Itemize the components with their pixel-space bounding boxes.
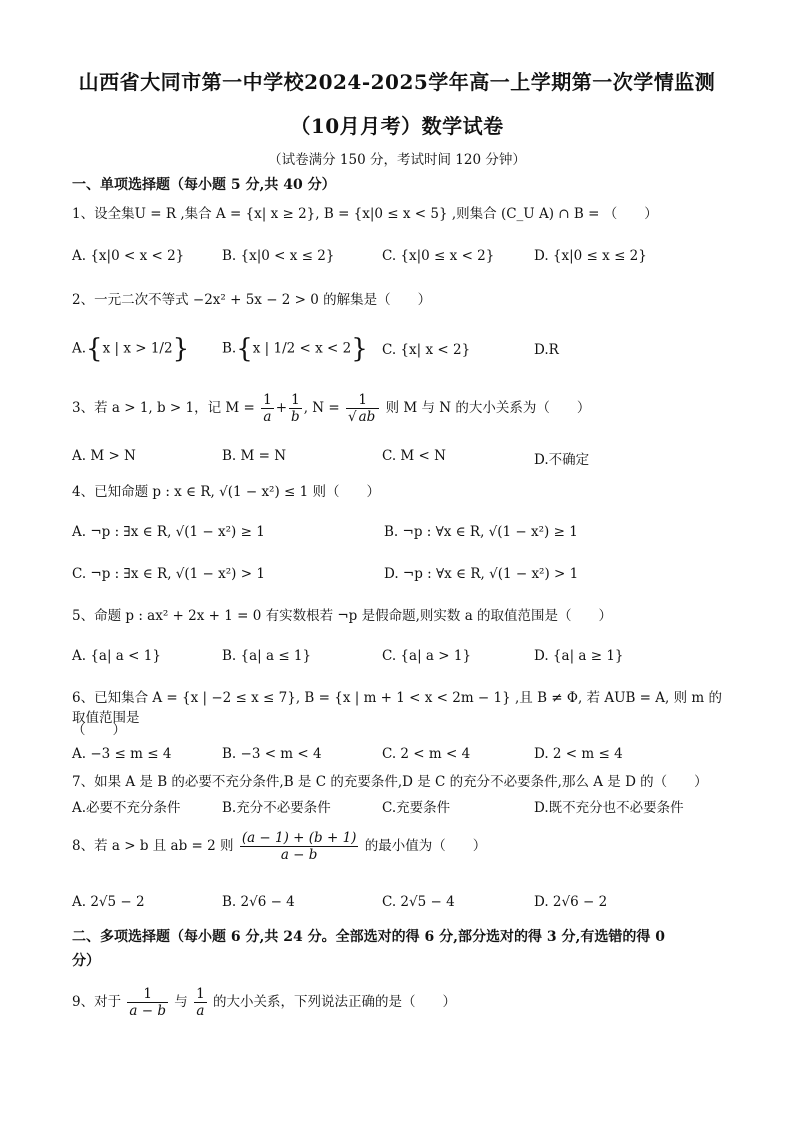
q3-option-a: A. M > N <box>72 448 136 464</box>
section2-heading: 二、多项选择题（每小题 6 分,共 24 分。全部选对的得 6 分,部分选对的得 3 分,有选错的得 0 <box>72 929 665 945</box>
q7-option-b: B.充分不必要条件 <box>222 800 331 816</box>
q9-frac-1 <box>127 986 168 1019</box>
q4-option-c: C. ¬p : ∃x ∈ R, √(1 − x²) > 1 <box>72 566 265 582</box>
question-8-stem <box>72 830 732 863</box>
q5-option-c: C. {a| a > 1} <box>382 648 472 664</box>
q1-option-c: C. {x|0 ≤ x < 2} <box>382 248 495 264</box>
q8-option-c: C. 2√5 − 4 <box>382 894 455 910</box>
question-9-stem <box>72 986 732 1019</box>
question-1-options <box>72 248 732 270</box>
q3-frac-1b: $\frac{1}{b}$ <box>291 392 300 425</box>
question-2-options <box>72 334 732 368</box>
q5-option-a: A. {a| a < 1} <box>72 648 161 664</box>
q6-option-d: D. 2 < m ≤ 4 <box>534 746 623 762</box>
question-3-stem: 3、若 a > 1, b > 1，记 M = $\frac{1}{a}$ + $\frac{1}{b}$ , N = $\frac{1}{√ ab}$ 则 M 与 N 的大小关系为（ ） <box>72 392 591 425</box>
q4-option-a: A. ¬p : ∃x ∈ R, √(1 − x²) ≥ 1 <box>72 524 265 540</box>
q2-option-b-set: x | 1/2 < x < 2 <box>252 340 352 357</box>
q8-frac-den: a − b <box>280 847 318 863</box>
q8-frac <box>240 830 359 863</box>
q8-option-a: A. 2√5 − 2 <box>72 894 145 910</box>
q9-frac1-num: 1 <box>127 986 168 1003</box>
exam-subtitle: （试卷满分 150 分，考试时间 120 分钟） <box>268 152 526 168</box>
q2-option-d: D.R <box>534 342 559 358</box>
q4-option-d: D. ¬p : ∀x ∈ R, √(1 − x²) > 1 <box>384 566 579 582</box>
q2-option-b-prefix: B. <box>222 340 237 357</box>
q1-option-a: A. {x|0 < x < 2} <box>72 248 185 264</box>
q6-option-a: A. −3 ≤ m ≤ 4 <box>72 746 172 762</box>
q1-option-b: B. {x|0 < x ≤ 2} <box>222 248 335 264</box>
q9-frac1-den: a − b <box>129 1003 166 1019</box>
q3-frac-1a: $\frac{1}{a}$ <box>263 392 272 425</box>
q3-stem-mid: , N = <box>303 400 340 416</box>
q9-stem-pre: 9、对于 <box>72 994 122 1010</box>
section2-heading-cont: 分） <box>72 953 100 969</box>
exam-title-line1: 山西省大同市第一中学校2024-2025学年高一上学期第一次学情监测 <box>78 70 716 94</box>
question-6-stem-cont: （ ） <box>72 722 126 738</box>
question-1-stem: 1、设全集U = R ,集合 A = {x| x ≥ 2}, B = {x|0 ≤ x < 5} ,则集合 (C_U A) ∩ B = （ ） <box>72 206 658 222</box>
q8-frac-num: (a − 1) + (b + 1) <box>241 830 357 846</box>
exam-title-line2: （10月月考）数学试卷 <box>290 114 504 138</box>
q9-stem-post: 的大小关系，下列说法正确的是（ ） <box>212 994 456 1010</box>
q9-frac2-den: a <box>196 1003 205 1019</box>
q5-option-d: D. {a| a ≥ 1} <box>534 648 624 664</box>
question-7-options <box>72 796 732 818</box>
q3-frac-sqrt: $\frac{1}{√ ab}$ <box>346 392 379 425</box>
q7-option-a: A.必要不充分条件 <box>72 800 181 816</box>
q4-option-b: B. ¬p : ∀x ∈ R, √(1 − x²) ≥ 1 <box>384 524 578 540</box>
q5-option-b: B. {a| a ≤ 1} <box>222 648 312 664</box>
q8-option-b: B. 2√6 − 4 <box>222 894 295 910</box>
question-7-stem: 7、如果 A 是 B 的必要不充分条件,B 是 C 的充要条件,D 是 C 的充分不必要条件,那么 A 是 D 的（ ） <box>72 774 708 790</box>
question-2-stem: 2、一元二次不等式 −2x² + 5x − 2 > 0 的解集是（ ） <box>72 292 432 308</box>
q9-frac-2 <box>194 986 207 1019</box>
q2-option-a: A.{x | x > 1/2} <box>72 334 190 364</box>
q8-stem-pre: 8、若 a > b 且 ab = 2 则 <box>72 838 234 854</box>
question-3-options <box>72 448 732 470</box>
q3-option-c: C. M < N <box>382 448 446 464</box>
q7-option-d: D.既不充分也不必要条件 <box>534 800 684 816</box>
q9-mid: 与 <box>174 994 188 1010</box>
question-6-stem: 6、已知集合 A = {x | −2 ≤ x ≤ 7}, B = {x | m + 1 < x < 2m − 1} ,且 B ≠ Φ, 若 AUB = A, 则 m 的取值范围是 <box>72 690 723 726</box>
question-5-stem: 5、命题 p : ax² + 2x + 1 = 0 有实数根若 ¬p 是假命题,则实数 a 的取值范围是（ ） <box>72 608 613 624</box>
section1-heading: 一、单项选择题（每小题 5 分,共 40 分） <box>72 177 336 193</box>
q8-option-d: D. 2√6 − 2 <box>534 894 608 910</box>
question-6-options <box>72 746 732 768</box>
question-4-options-ab <box>72 524 732 546</box>
q8-stem-post: 的最小值为（ ） <box>364 838 487 854</box>
question-4-stem: 4、已知命题 p : x ∈ R, √(1 − x²) ≤ 1 则（ ） <box>72 484 381 500</box>
q3-stem-post: 则 M 与 N 的大小关系为（ ） <box>385 400 591 416</box>
question-8-options <box>72 894 732 916</box>
q3-option-d: D.不确定 <box>534 452 590 468</box>
q1-option-d: D. {x|0 ≤ x ≤ 2} <box>534 248 647 264</box>
q3-option-b: B. M = N <box>222 448 287 464</box>
question-5-options <box>72 648 732 670</box>
question-4-options-cd <box>72 566 732 588</box>
q9-frac2-num: 1 <box>196 986 205 1002</box>
q3-stem-pre: 3、若 a > 1, b > 1，记 M = <box>72 400 255 416</box>
q2-option-c: C. {x| x < 2} <box>382 342 471 358</box>
q6-option-b: B. −3 < m < 4 <box>222 746 322 762</box>
q6-option-c: C. 2 < m < 4 <box>382 746 471 762</box>
q2-option-b: B.{x | 1/2 < x < 2} <box>222 334 368 364</box>
q2-option-a-prefix: A. <box>72 340 87 357</box>
q7-option-c: C.充要条件 <box>382 800 451 816</box>
q2-option-a-set: x | x > 1/2 <box>102 340 173 357</box>
